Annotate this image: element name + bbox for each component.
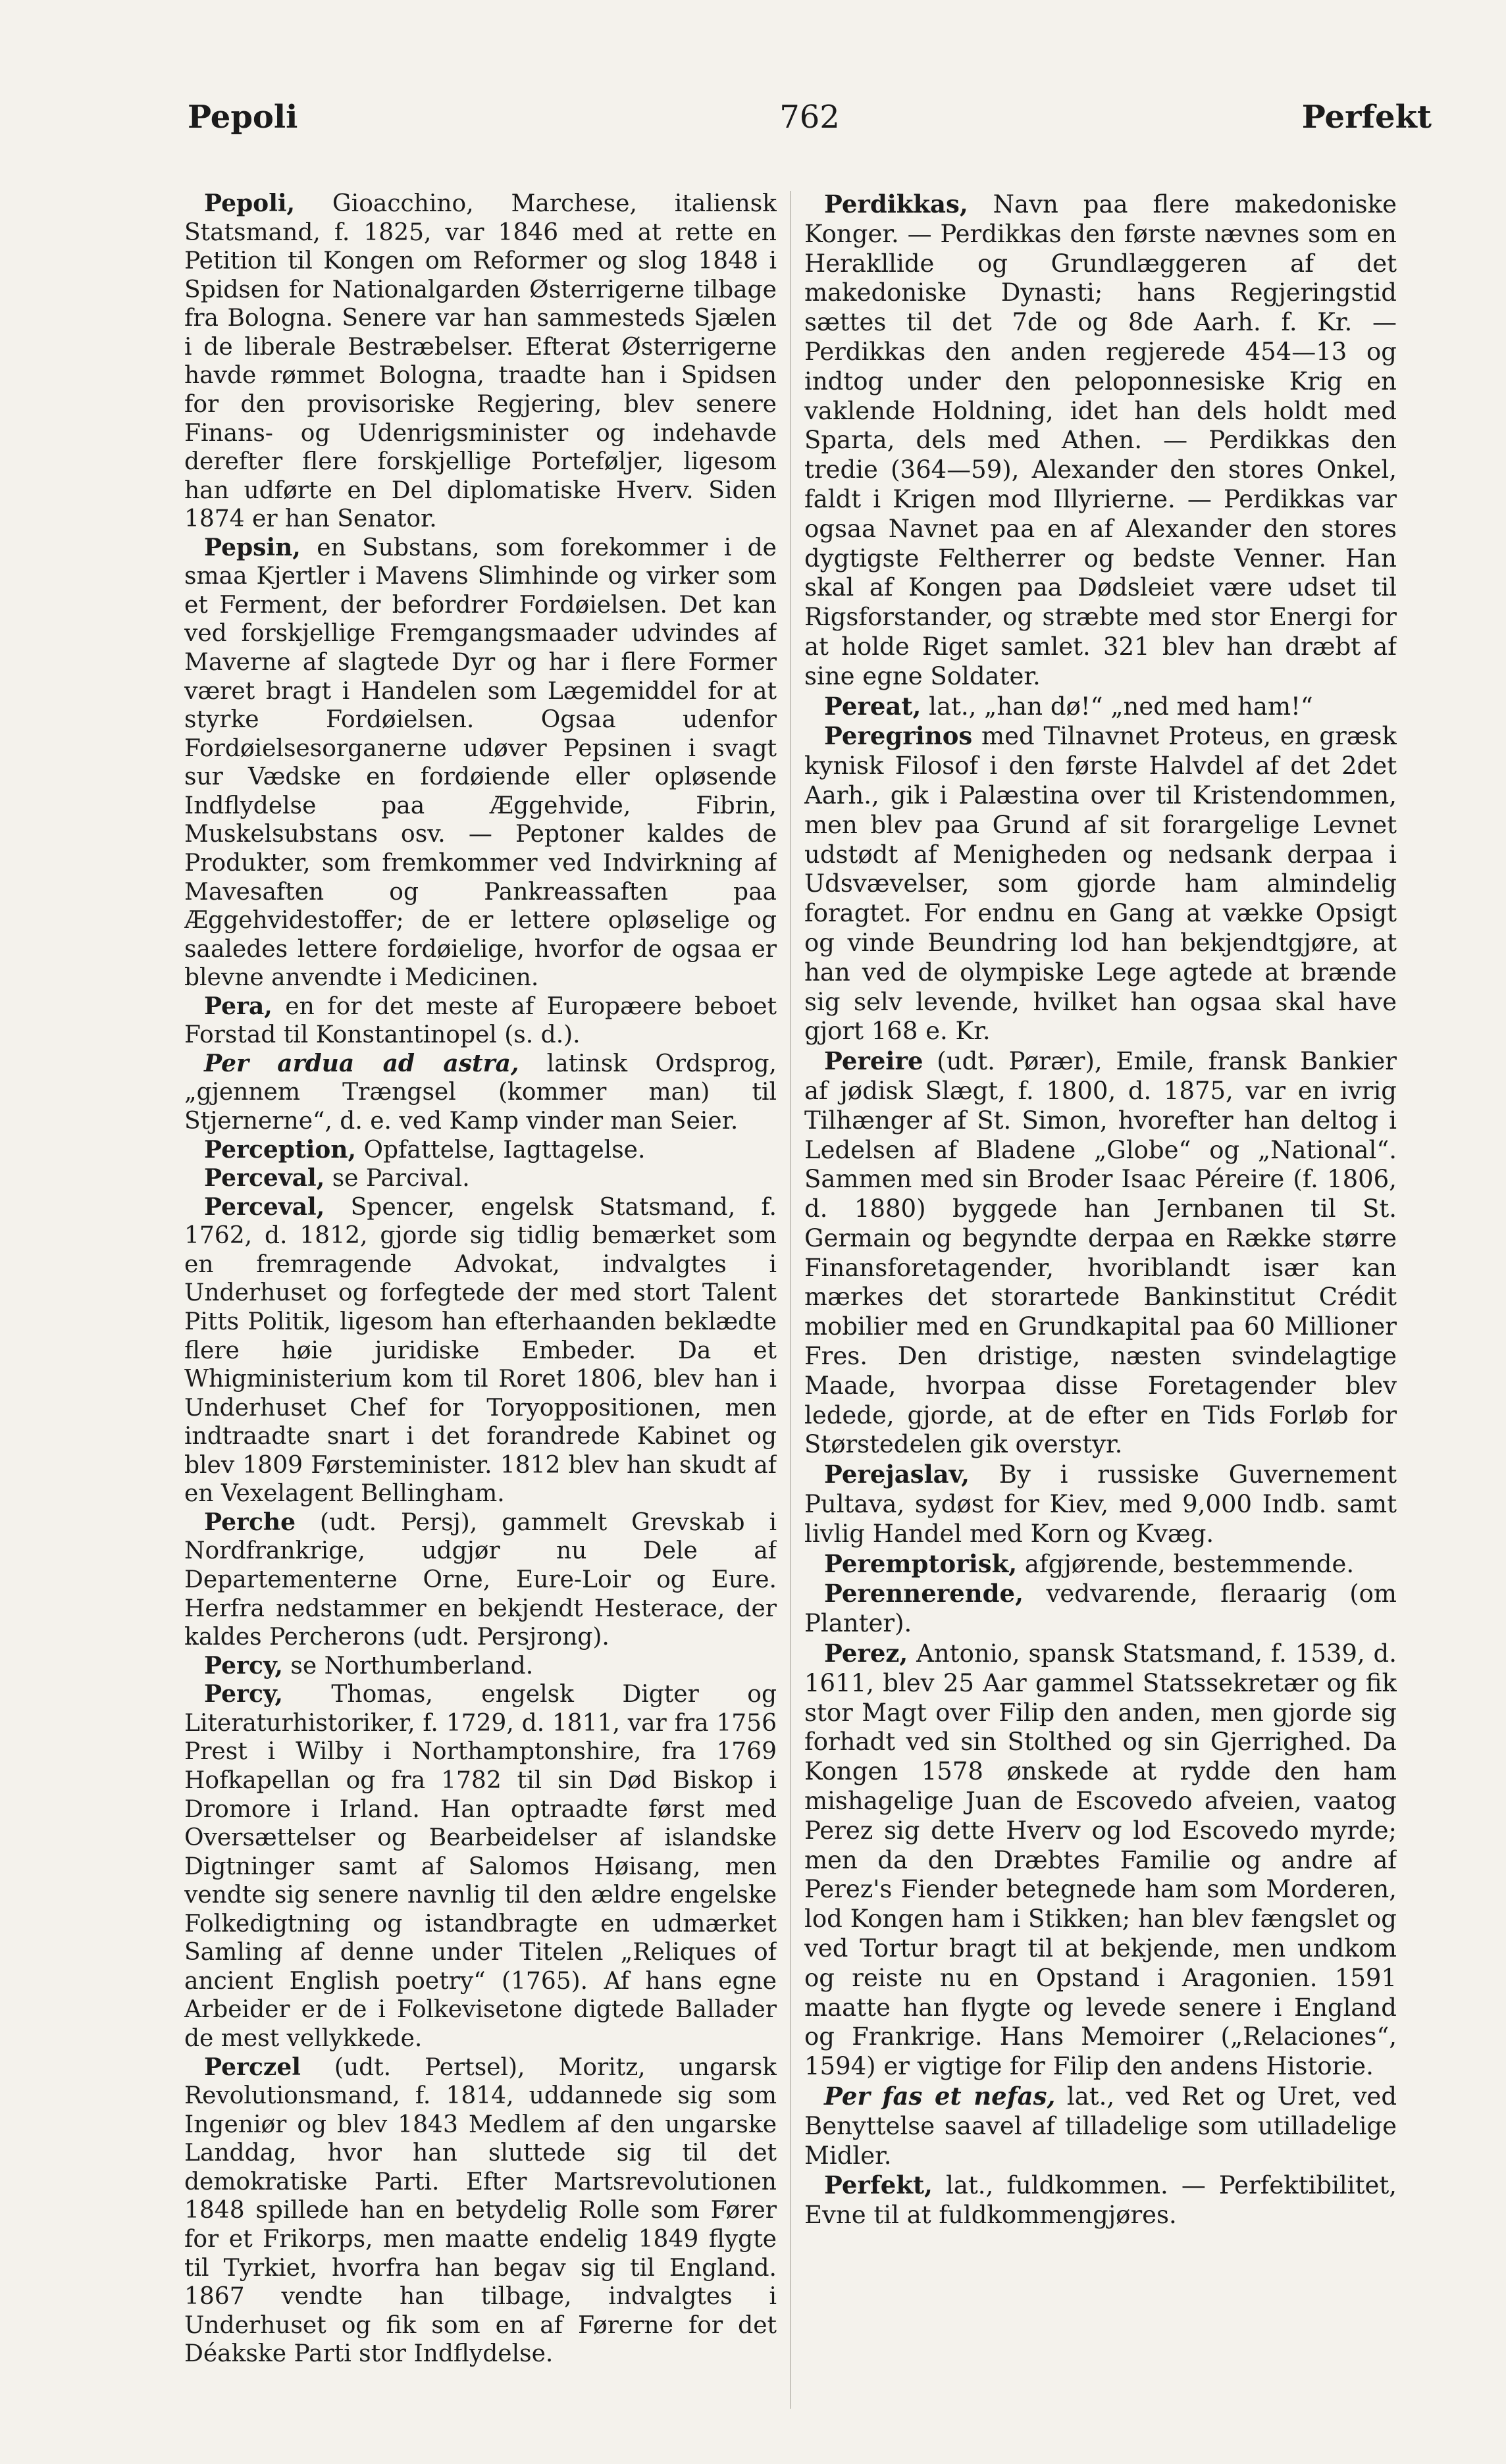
left-column (184, 190, 777, 2414)
dictionary-entry (804, 1549, 1397, 1579)
entry-headword: Perception, (204, 1135, 356, 1164)
entry-body: Navn paa flere makedoniske Konger. — Perdikkas den første nævnes som en Herakllide og Grundlæggeren af det makedoniske Dynasti; hans Regjeringstid sættes til det 7de og 8de Aarh. f. Kr. — Perdikkas den anden regjerede 454—13 og indtog under den peloponnesiske Krig en vaklende Holdning, idet han dels holdt med Sparta, dels med Athen. — Perdikkas den tredie (364—59), Alexander den stores Onkel, faldt i Krigen mod Illyrierne. — Perdikkas var ogsaa Navnet paa en af Alexander den stores dygtigste Feltherrer og bedste Venner. Han skal af Kongen paa Dødsleiet være udset til Rigsforstander, og stræbte med stor Energi for at holde Riget samlet. 321 blev han dræbt af sine egne Soldater. (804, 190, 1397, 690)
column-divider (790, 191, 791, 2409)
entry-headword: Perczel (204, 2053, 301, 2081)
entry-headword: Perceval, (204, 1164, 325, 1193)
dictionary-entry (184, 1652, 777, 1681)
entry-headword: Pepoli, (204, 190, 296, 217)
entry-headword: Perdikkas, (824, 190, 968, 218)
dictionary-entry (804, 721, 1397, 1046)
entry-headword: Peremptorisk, (824, 1549, 1018, 1578)
entry-headword: Perceval, (204, 1193, 325, 1221)
dictionary-entry (804, 190, 1397, 692)
entry-body: lat., ved Ret og Uret, ved Benyttelse saavel af tilladelige som utilladelige Midler. (804, 2082, 1397, 2170)
entry-body: Gioacchino, Marchese, italiensk Statsmand, f. 1825, var 1846 med at rette en Petition til Kongen om Reformer og slog 1848 i Spidsen for Nationalgarden Østerrigerne tilbage fra Bologna. Senere var han sammesteds Sjælen i de liberale Bestræbelser. Efterat Østerrigerne havde rømmet Bologna, traadte han i Spidsen for den provisoriske Regjering, blev senere Finans- og Udenrigsminister og indehavde derefter flere forskjellige Porteføljer, ligesom han udførte en Del diplomatiske Hverv. Siden 1874 er han Senator. (184, 190, 777, 533)
entry-body: lat., fuldkommen. — Perfektibilitet, Evne til at fuldkommengjøres. (804, 2171, 1397, 2230)
page-number: 762 (779, 99, 840, 136)
dictionary-entry (184, 992, 777, 1050)
dictionary-entry (804, 692, 1397, 722)
dictionary-entry (184, 534, 777, 992)
entry-body: afgjørende, bestemmende. (1017, 1549, 1355, 1578)
dictionary-entry (804, 2170, 1397, 2230)
entry-body: med Tilnavnet Proteus, en græsk kynisk Filosof i den første Halvdel af det 2det Aarh., gik i Palæstina over til Kristendommen, men blev paa Grund af sit forargelige Levnet udstødt af Menigheden og nedsank derpaa i Udsvævelser, som gjorde ham almindelig foragtet. For endnu en Gang at vække Opsigt og vinde Beundring lod han bekjendtgjøre, at han ved de olympiske Lege agtede at brænde sig selv levende, hvilket han ogsaa skal have gjort 168 e. Kr. (804, 722, 1397, 1046)
entry-body: se Northumberland. (282, 1652, 534, 1680)
entry-body: en Substans, som forekommer i de smaa Kjertler i Mavens Slimhinde og virker som et Ferment, der befordrer Fordøielsen. Det kan ved forskjellige Fremgangsmaader udvindes af Maverne af slagtede Dyr og har i flere Former været bragt i Handelen som Lægemiddel for at styrke Fordøielsen. Ogsaa udenfor Fordøielsesorganerne udøver Pepsinen i svagt sur Vædske en fordøiende eller opløsende Indflydelse paa Æggehvide, Fibrin, Muskelsubstans osv. — Peptoner kaldes de Produkter, som fremkommer ved Indvirkning af Mavesaften og Pankreassaften paa Æggehvidestoffer; de er lettere opløselige og saaledes lettere fordøielige, hvorfor de ogsaa er blevne anvendte i Medicinen. (184, 534, 777, 992)
dictionary-entry (804, 1579, 1397, 1639)
entry-headword: Perejaslav, (824, 1460, 970, 1489)
entry-body: (udt. Pørær), Emile, fransk Bankier af jødisk Slægt, f. 1800, d. 1875, var en ivrig Tilhænger af St. Simon, hvorefter han deltog i Ledelsen af Bladene „Globe“ og „National“. Sammen med sin Broder Isaac Péreire (f. 1806, d. 1880) byggede han Jernbanen til St. Germain og begyndte derpaa en Række større Finansforetagender, hvoriblandt især kan mærkes det storartede Bankinstitut Crédit mobilier med en Grundkapital paa 60 Millioner Fres. Den dristige, næsten svindelagtige Maade, hvorpaa disse Foretagender blev ledede, gjorde, at de efter en Tids Forløb for Størstedelen gik overstyr. (804, 1047, 1397, 1459)
entry-headword: Pereat, (824, 691, 922, 721)
entry-headword: Pepsin, (204, 533, 301, 561)
dictionary-entry (184, 1164, 777, 1193)
dictionary-entry (184, 1050, 777, 1136)
entry-body: vedvarende, fleraarig (om Planter). (804, 1579, 1397, 1638)
entry-body: (udt. Persj), gammelt Grevskab i Nordfrankrige, udgjør nu Dele af Departementerne Orne, Eure-Loir og Eure. Herfra nedstammer en bekjendt Hesterace, der kaldes Percherons (udt. Persjrong). (184, 1508, 777, 1651)
entry-headword: Percy, (204, 1680, 283, 1708)
entry-body: latinsk Ordsprog, „gjennem Trængsel (kommer man) til Stjernerne“, d. e. ved Kamp vinder man Seier. (184, 1050, 777, 1135)
entry-headword: Perez, (824, 1639, 908, 1668)
entry-body: (udt. Pertsel), Moritz, ungarsk Revolutionsmand, f. 1814, uddannede sig som Ingeniør og blev 1843 Medlem af den ungarske Landdag, hvor han sluttede sig til det demokratiske Parti. Efter Martsrevolutionen 1848 spillede han en betydelig Rolle som Fører for et Frikorps, men maatte endelig 1849 flygte til Tyrkiet, hvorfra han begav sig til England. 1867 vendte han tilbage, indvalgtes i Underhuset og fik som en af Førerne for det Déakske Parti stor Indflydelse. (184, 2053, 777, 2368)
entry-headword: Perennerende, (824, 1579, 1024, 1608)
right-column (804, 190, 1397, 2414)
dictionary-entry (804, 1046, 1397, 1460)
dictionary-entry (184, 2053, 777, 2369)
entry-body: en for det meste af Europæere beboet Forstad til Konstantinopel (s. d.). (184, 992, 777, 1049)
dictionary-entry (184, 1193, 777, 1508)
entry-body: Antonio, spansk Statsmand, f. 1539, d. 1611, blev 25 Aar gammel Statssekretær og fik stor Magt over Filip den anden, men gjorde sig forhadt ved sin Stolthed og sin Gjerrighed. Da Kongen 1578 ønskede at rydde den ham mishagelige Juan de Escovedo afveien, vaatog Perez sig dette Hverv og lod Escovedo myrde; men da den Dræbtes Familie og andre af Perez's Fiender betegnede ham som Morderen, lod Kongen ham i Stikken; han blev fængslet og ved Tortur bragt til at bekjende, men undkom og reiste nu en Opstand i Aragonien. 1591 maatte han flygte og levede senere i England og Frankrige. Hans Memoirer („Relaciones“, 1594) er vigtige for Filip den andens Historie. (804, 1639, 1397, 2081)
entry-headword: Percy, (204, 1651, 283, 1680)
entry-body: Thomas, engelsk Digter og Literaturhistoriker, f. 1729, d. 1811, var fra 1756 Prest i Wilby i Northamptonshire, fra 1769 Hofkapellan og fra 1782 til sin Død Biskop i Dromore i Irland. Han optraadte først med Oversættelser og Bearbeidelser af islandske Digtninger samt af Salomos Høisang, men vendte sig senere navnlig til den ældre engelske Folkedigtning og istandbragte en udmærket Samling af denne under Titelen „Reliques of ancient English poetry“ (1765). Af hans egne Arbeider er de i Folkevisetone digtede Ballader de mest vellykkede. (184, 1681, 777, 2052)
dictionary-entry (804, 2082, 1397, 2170)
entry-headword: Per fas et nefas, (824, 2082, 1056, 2111)
entry-body: lat., „han dø!“ „ned med ham!“ (921, 692, 1313, 721)
dictionary-entry (184, 1680, 777, 2053)
entry-headword: Perche (204, 1508, 296, 1536)
entry-headword: Pera, (204, 992, 273, 1020)
page-header (188, 99, 1432, 151)
dictionary-entry (804, 1639, 1397, 2082)
entry-body: se Parcival. (325, 1165, 470, 1193)
entry-headword: Peregrinos (824, 721, 973, 751)
entry-body: Spencer, engelsk Statsmand, f. 1762, d. 1812, gjorde sig tidlig bemærket som en fremragende Advokat, indvalgtes i Underhuset og forfegtede der med stort Talent Pitts Politik, ligesom han efterhaanden beklædte flere høie juridiske Embeder. Da et Whigministerium kom til Roret 1806, blev han i Underhuset Chef for Toryoppositionen, men indtraadte snart i det forandrede Kabinet og blev 1809 Førsteminister. 1812 blev han skudt af en Vexelagent Bellingham. (184, 1193, 777, 1508)
entry-body: Opfattelse, Iagttagelse. (356, 1136, 646, 1164)
entry-body: By i russiske Guvernement Pultava, sydøst for Kiev, med 9,000 Indb. samt livlig Handel med Korn og Kvæg. (804, 1460, 1397, 1548)
entry-headword: Per ardua ad astra, (204, 1049, 519, 1077)
entry-headword: Perfekt, (824, 2170, 933, 2200)
running-head-right: Perfekt (1301, 99, 1432, 136)
dictionary-entry (184, 1136, 777, 1165)
dictionary-entry (184, 190, 777, 534)
dictionary-entry (804, 1460, 1397, 1549)
dictionary-entry (184, 1508, 777, 1652)
entry-headword: Pereire (824, 1046, 923, 1076)
running-head-left: Pepoli (188, 99, 298, 136)
